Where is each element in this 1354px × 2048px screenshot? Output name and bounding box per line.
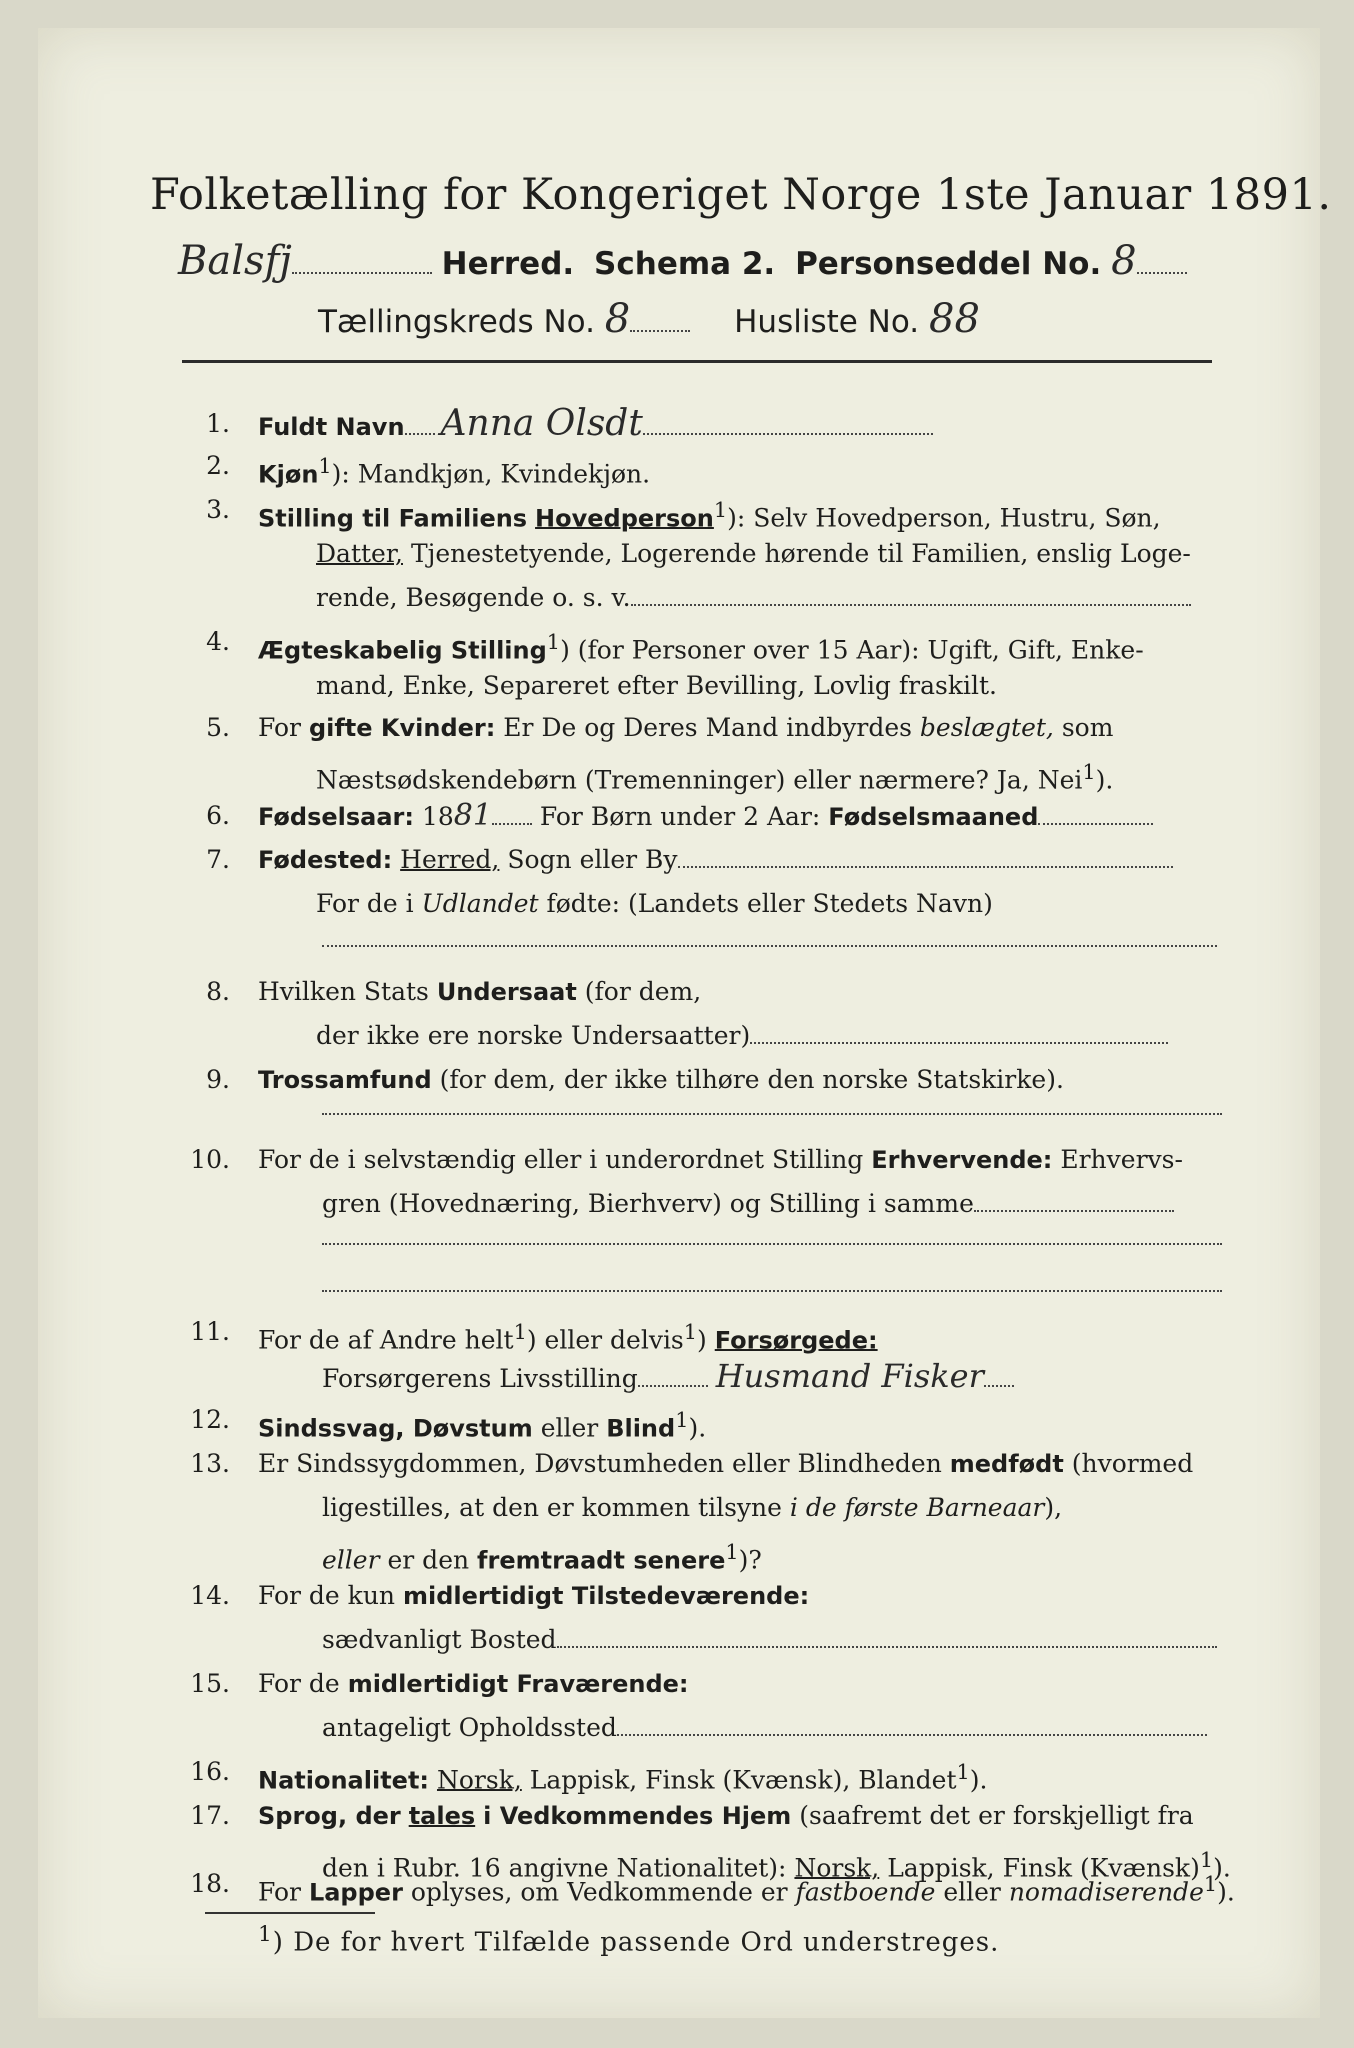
- herred-dots: [292, 271, 432, 274]
- item-10-blank-line-2: [322, 1290, 1222, 1292]
- herred-value: Balsfj: [178, 238, 292, 284]
- item-14-line-2: sædvanligt Bosted: [322, 1618, 1222, 1662]
- sprog-norsk-underlined: Norsk,: [794, 1853, 880, 1883]
- herred-line: [178, 238, 1187, 284]
- husliste-label: Husliste No.: [734, 304, 920, 340]
- item-10-blank-line-1: [322, 1243, 1222, 1245]
- item-11-line-2: Forsørgerens Livsstilling Husmand Fisker: [322, 1354, 1222, 1401]
- item-4-line-2: mand, Enke, Separeret efter Bevilling, Lovlig fraskilt.: [316, 671, 997, 700]
- nationalitet-norsk-underlined: Norsk,: [436, 1765, 522, 1795]
- personseddel-dots: [1137, 271, 1187, 274]
- footnote: $^1$) De for hvert Tilfælde passende Ord understreges.: [258, 1922, 1000, 1958]
- kreds-line: [318, 296, 980, 342]
- footnote-rule: [205, 1912, 375, 1914]
- kreds-value: 8: [604, 296, 631, 342]
- item-5-line-2: Næstsødskendebørn (Tremenninger) eller nærmere? Ja, Nei$^1$).: [316, 760, 1114, 795]
- kreds-dots: [630, 329, 690, 332]
- forsorger-livsstilling-value: Husmand Fisker: [715, 1357, 984, 1395]
- item-9-blank-line: [322, 1113, 1222, 1115]
- item-15-line-2: antageligt Opholdssted: [322, 1706, 1222, 1750]
- item-17-line-2: den i Rubr. 16 angivne Nationalitet): Norsk, Lappisk, Finsk (Kvænsk)$^1$).: [322, 1848, 1231, 1883]
- husliste-value: 88: [929, 296, 980, 342]
- schema-label: Schema 2.: [594, 246, 776, 282]
- item-3-line-3: rende, Besøgende o. s. v.: [316, 576, 1216, 620]
- kjon-label: Kjøn: [258, 460, 319, 489]
- item-8-line-2: der ikke ere norske Undersaatter): [316, 1014, 1226, 1058]
- hovedperson-label: Hovedperson: [535, 504, 714, 533]
- fuldt-navn-value: Anna Olsdt: [440, 403, 643, 444]
- item-3-line-2: Datter, Tjenestetyende, Logerende hørende til Familien, enslig Loge-: [316, 539, 1191, 568]
- option-datter-underlined: Datter,: [316, 539, 403, 568]
- option-herred-underlined: Herred,: [400, 845, 500, 874]
- header-rule: [182, 360, 1212, 363]
- item-7-blank-line: [322, 945, 1217, 947]
- fuldt-navn-label: Fuldt Navn: [258, 413, 405, 441]
- item-7-line-2: For de i Udlandet fødte: (Landets eller Stedets Navn): [316, 889, 993, 918]
- item-13-line-2: ligestilles, at den er kommen tilsyne i de første Barneaar),: [322, 1493, 1063, 1522]
- item-10-line-2: gren (Hovednæring, Bierhverv) og Stilling i samme: [322, 1182, 1222, 1226]
- personseddel-label: Personseddel No.: [795, 246, 1102, 282]
- item-13-line-3: eller er den fremtraadt senere$^1$)?: [322, 1540, 762, 1575]
- fodselsaar-value: 81: [453, 798, 492, 833]
- herred-label: Herred.: [441, 246, 575, 282]
- kreds-label: Tællingskreds No.: [318, 304, 595, 340]
- form-title: Folketælling for Kongeriget Norge 1ste Januar 1891.: [150, 170, 1332, 220]
- personseddel-value: 8: [1111, 238, 1137, 284]
